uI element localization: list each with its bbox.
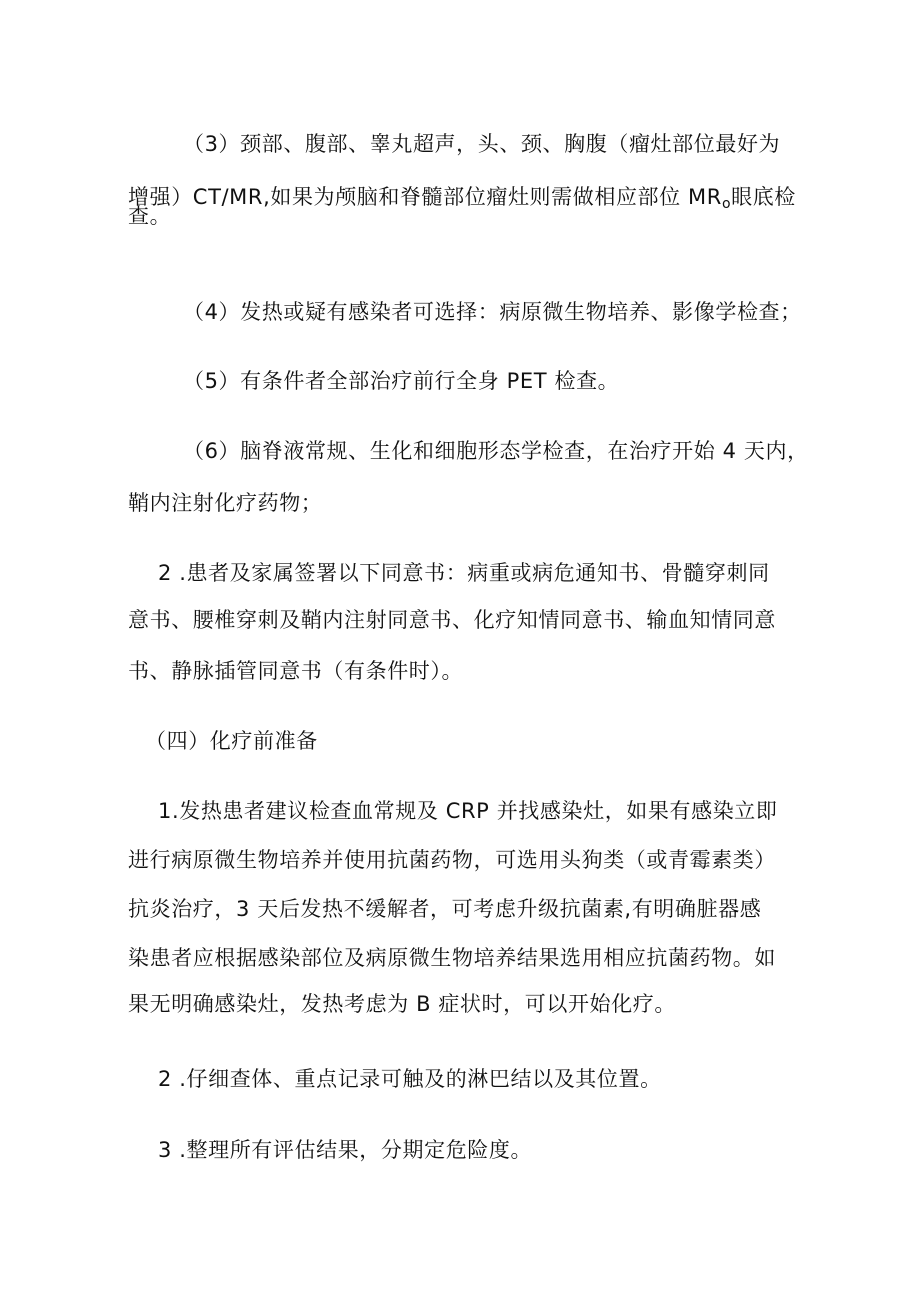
prep-item-1-line-3: 抗炎治疗，3 天后发热不缓解者，可考虑升级抗菌素,有明确脏器感 xyxy=(128,897,762,921)
exam-item-4: （4）发热或疑有感染者可选择：病原微生物培养、影像学检查； xyxy=(183,300,802,324)
prep-item-2: 2 .仔细查体、重点记录可触及的淋巴结以及其位置。 xyxy=(158,1067,662,1091)
prep-item-1-line-2: 进行病原微生物培养并使用抗菌药物，可选用头狗类（或青霉素类） xyxy=(128,848,776,872)
exam-item-3-line-2-main: 增强）CT/MR,如果为颅脑和脊髓部位瘤灶则需做相应部位 MR xyxy=(128,185,722,209)
consent-item-2-line-2: 意书、腰椎穿刺及鞘内注射同意书、化疗知情同意书、输血知情同意 xyxy=(128,608,776,632)
exam-item-6-line-1: （6）脑脊液常规、生化和细胞形态学检查，在治疗开始 4 天内， xyxy=(183,439,809,463)
exam-item-6-line-2: 鞘内注射化疗药物； xyxy=(128,491,323,515)
exam-item-3-line-3: 查。 xyxy=(128,204,172,228)
exam-item-3-line-2 xyxy=(128,183,796,218)
section-heading: （四）化疗前准备 xyxy=(145,729,318,753)
consent-item-2-line-1: 2 .患者及家属签署以下同意书：病重或病危通知书、骨髓穿刺同 xyxy=(158,561,770,585)
exam-item-3-line-1: （3）颈部、腹部、睾丸超声，头、颈、胸腹（瘤灶部位最好为 xyxy=(183,132,781,156)
consent-item-2-line-3: 书、静脉插管同意书（有条件时）。 xyxy=(128,659,464,683)
exam-item-3-line-2-subscript: o xyxy=(721,196,732,212)
prep-item-1-line-1: 1.发热患者建议检查血常规及 CRP 并找感染灶，如果有感染立即 xyxy=(158,799,778,823)
prep-item-1-line-5: 果无明确感染灶，发热考虑为 B 症状时，可以开始化疗。 xyxy=(128,992,676,1016)
prep-item-3: 3 .整理所有评估结果，分期定危险度。 xyxy=(158,1138,533,1162)
prep-item-1-line-4: 染患者应根据感染部位及病原微生物培养结果选用相应抗菌药物。如 xyxy=(128,946,776,970)
exam-item-3-line-2-tail: 眼底检 xyxy=(731,185,796,209)
exam-item-5: （5）有条件者全部治疗前行全身 PET 检查。 xyxy=(183,369,620,393)
